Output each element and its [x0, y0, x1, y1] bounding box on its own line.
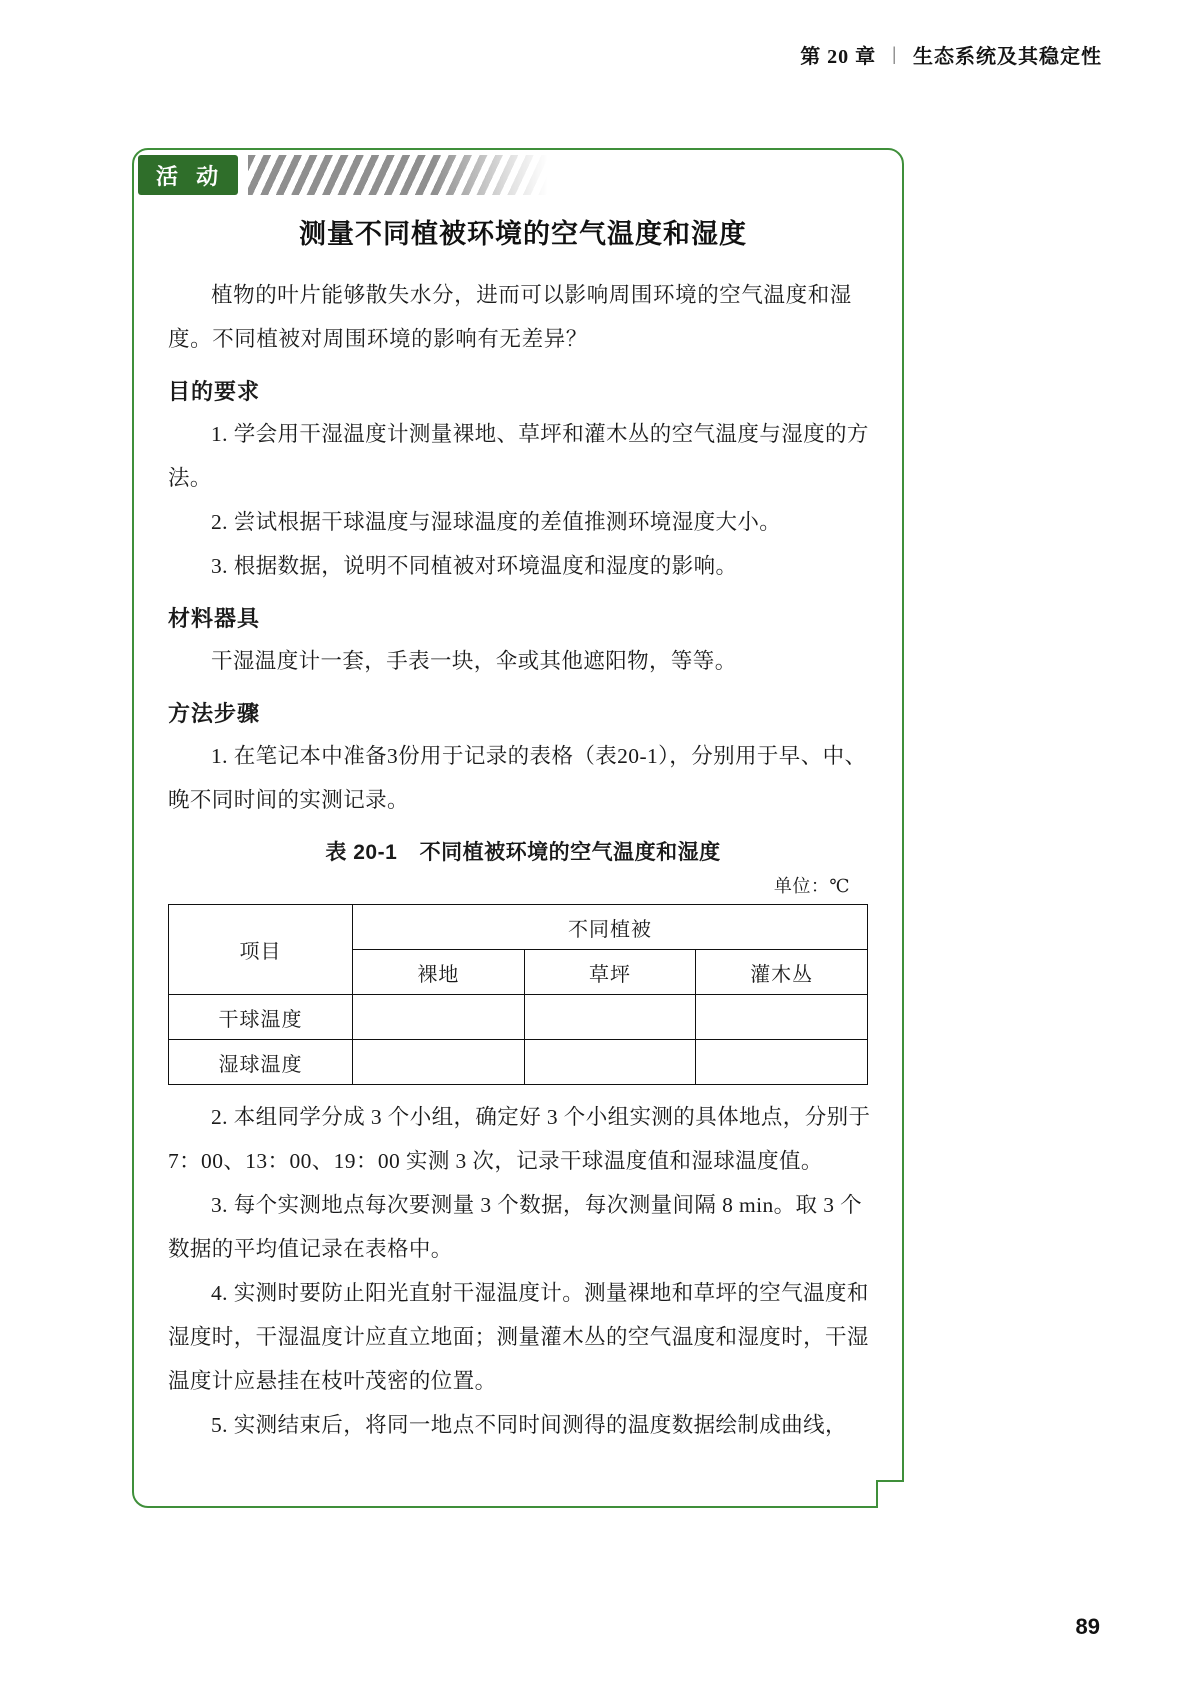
procedure-item-4: 4. 实测时要防止阳光直射干湿温度计。测量裸地和草坪的空气温度和湿度时，干湿温度计应直立地面；测量灌木丛的空气温度和湿度时，干湿温度计应悬挂在枝叶茂密的位置。	[168, 1281, 869, 1393]
procedure-item-2: 2. 本组同学分成 3 个小组，确定好 3 个小组实测的具体地点，分别于 7：00、13：00、19：00 实测 3 次，记录干球温度值和湿球温度值。	[168, 1105, 871, 1173]
chapter-title: 生态系统及其稳定性	[913, 46, 1102, 68]
table-cell-dry-shrub[interactable]	[696, 995, 868, 1040]
objective-item-3: 3. 根据数据，说明不同植被对环境温度和湿度的影响。	[211, 554, 738, 578]
data-table	[168, 904, 868, 1085]
objective-item-1: 1. 学会用干湿温度计测量裸地、草坪和灌木丛的空气温度与湿度的方法。	[168, 422, 869, 490]
table-header-item: 项目	[169, 905, 353, 995]
activity-title: 测量不同植被环境的空气温度和湿度	[299, 219, 747, 249]
section-heading-procedure: 方法步骤	[168, 701, 261, 726]
chapter-number: 第 20 章	[800, 46, 877, 68]
section-heading-materials: 材料器具	[168, 606, 261, 631]
table-col-header-lawn: 草坪	[524, 950, 696, 995]
table-header-group: 不同植被	[353, 905, 868, 950]
table-cell-wet-bare[interactable]	[353, 1040, 525, 1085]
activity-tag-label: 活 动	[138, 155, 238, 195]
page-number: 89	[1075, 1614, 1100, 1639]
header-separator: |	[892, 43, 897, 65]
running-head	[800, 40, 1102, 69]
table-header-row-1	[169, 905, 868, 950]
section-heading-objectives: 目的要求	[168, 379, 261, 404]
table-unit-label: 单位：℃	[773, 876, 850, 896]
activity-tag	[138, 155, 548, 195]
objective-item-2: 2. 尝试根据干球温度与湿球温度的差值推测环境湿度大小。	[211, 510, 782, 534]
procedure-item-1: 1. 在笔记本中准备3份用于记录的表格（表20-1），分别用于早、中、晚不同时间的实测记录。	[168, 744, 867, 812]
table-row	[169, 1040, 868, 1085]
table-caption-number: 表 20-1	[325, 841, 398, 864]
table-row-label-wet-bulb: 湿球温度	[169, 1040, 353, 1085]
table-cell-wet-shrub[interactable]	[696, 1040, 868, 1085]
procedure-item-3: 3. 每个实测地点每次要测量 3 个数据，每次测量间隔 8 min。取 3 个数据的平均值记录在表格中。	[168, 1193, 863, 1261]
materials-item-1: 干湿温度计一套，手表一块，伞或其他遮阳物，等等。	[211, 649, 737, 673]
table-col-header-shrub: 灌木丛	[696, 950, 868, 995]
table-row-label-dry-bulb: 干球温度	[169, 995, 353, 1040]
activity-intro-paragraph: 植物的叶片能够散失水分，进而可以影响周围环境的空气温度和湿度。不同植被对周围环境的影响有无差异？	[168, 283, 852, 351]
table-row	[169, 995, 868, 1040]
table-col-header-bare-ground: 裸地	[353, 950, 525, 995]
table-cell-wet-lawn[interactable]	[524, 1040, 696, 1085]
table-cell-dry-lawn[interactable]	[524, 995, 696, 1040]
activity-tag-stripes	[248, 155, 548, 195]
table-cell-dry-bare[interactable]	[353, 995, 525, 1040]
procedure-item-5: 5. 实测结束后，将同一地点不同时间测得的温度数据绘制成曲线，	[211, 1413, 847, 1437]
activity-content	[168, 208, 878, 1447]
table-caption	[168, 836, 878, 866]
table-caption-text: 不同植被环境的空气温度和湿度	[419, 841, 721, 864]
